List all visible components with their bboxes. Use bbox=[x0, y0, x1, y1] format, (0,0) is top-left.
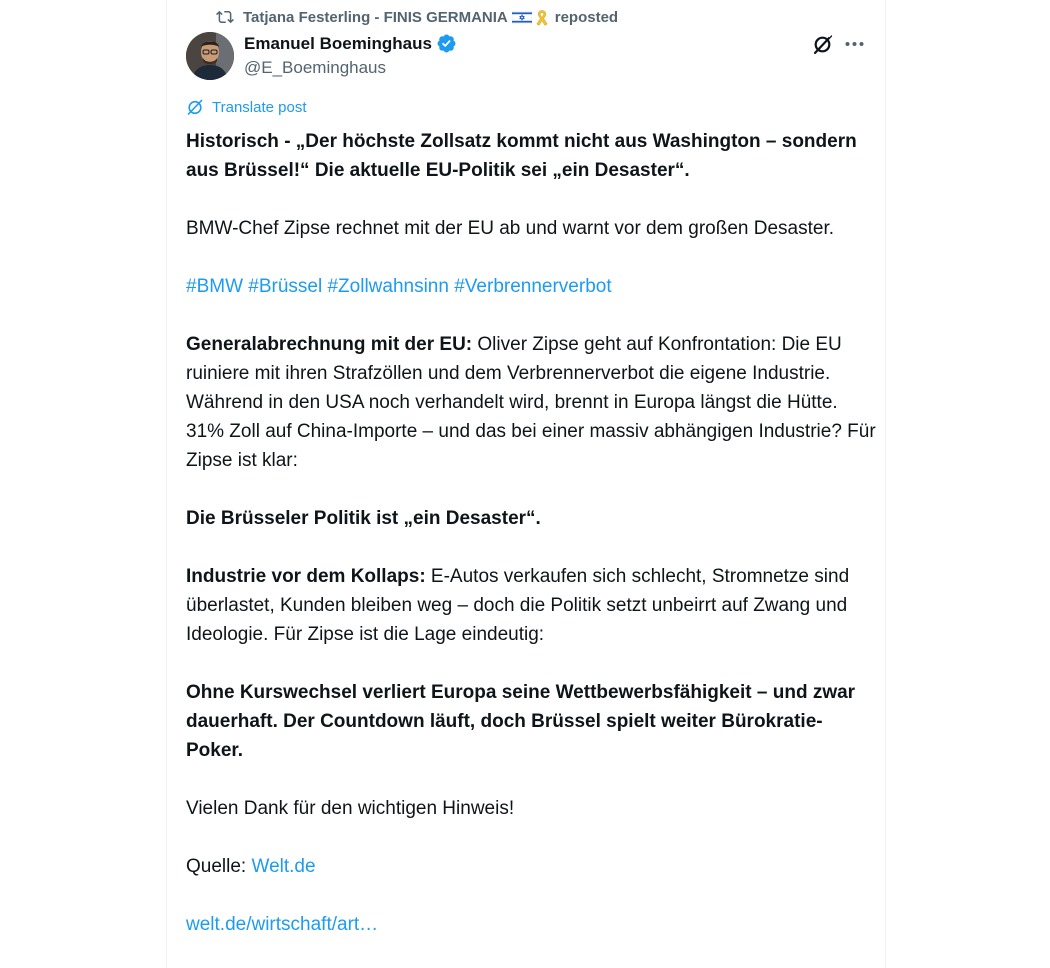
translate-label[interactable]: Translate post bbox=[212, 98, 307, 116]
repost-suffix: reposted bbox=[554, 8, 619, 26]
avatar[interactable] bbox=[186, 32, 234, 80]
verified-badge-icon bbox=[436, 33, 457, 54]
post-quote: Die Brüsseler Politik ist „ein Desaster“. bbox=[186, 508, 541, 529]
repost-icon bbox=[216, 8, 234, 26]
avatar-image bbox=[186, 32, 234, 80]
grok-button[interactable] bbox=[810, 31, 836, 57]
yellow-ribbon-icon bbox=[535, 9, 549, 26]
hashtag[interactable]: #Zollwahnsinn bbox=[327, 276, 449, 297]
hashtag-list bbox=[186, 272, 876, 301]
grok-slash-icon bbox=[810, 31, 836, 57]
more-dots-icon bbox=[843, 31, 867, 57]
post-thanks: Vielen Dank für den wichtigen Hinweis! bbox=[186, 798, 515, 819]
author-handle[interactable]: @E_Boeminghaus bbox=[244, 58, 387, 77]
post-body bbox=[186, 127, 876, 939]
section-text: Oliver Zipse geht auf Konfrontation: Die EU ruiniere mit ihren Strafzöllen und dem Verbrennerverbot die eigene Industrie. Während in den USA noch verhandelt wird, brennt in Europa längst die Hütte. 31% Zoll auf China-Importe – und das bei einer massiv abhängigen Industrie? Für Zipse ist klar: bbox=[186, 334, 876, 471]
hashtag[interactable]: #Brüssel bbox=[248, 276, 323, 297]
israel-flag-icon bbox=[512, 11, 532, 24]
section-title: Generalabrechnung mit der EU: bbox=[186, 334, 473, 355]
article-link[interactable]: welt.de/wirtschaft/art… bbox=[186, 914, 379, 935]
hashtag[interactable]: #Verbrennerverbot bbox=[454, 276, 612, 297]
author-name[interactable]: Emanuel Boeminghaus bbox=[244, 33, 432, 53]
translate-post-link[interactable] bbox=[186, 98, 307, 116]
section-text: E-Autos verkaufen sich schlecht, Stromnetze sind überlastet, Kunden bleiben weg – doch die Politik setzt unbeirrt auf Zwang und Ideologie. Für Zipse ist die Lage eindeutig: bbox=[186, 566, 850, 645]
section-title: Industrie vor dem Kollaps: bbox=[186, 566, 426, 587]
reposter-name[interactable]: Tatjana Festerling - FINIS GERMANIA bbox=[243, 8, 508, 26]
source-label: Quelle: bbox=[186, 856, 252, 877]
repost-context[interactable] bbox=[216, 7, 618, 27]
source-link[interactable]: Welt.de bbox=[251, 856, 316, 877]
hashtag[interactable]: #BMW bbox=[186, 276, 243, 297]
post-conclusion: Ohne Kurswechsel verliert Europa seine Wettbewerbsfähigkeit – und zwar dauerhaft. Der Countdown läuft, doch Brüssel spielt weiter Bürokratie-Poker. bbox=[186, 682, 856, 761]
author-row[interactable] bbox=[244, 33, 457, 54]
more-button[interactable] bbox=[843, 31, 867, 57]
post-intro: BMW-Chef Zipse rechnet mit der EU ab und warnt vor dem großen Desaster. bbox=[186, 218, 835, 239]
translate-icon bbox=[186, 98, 204, 116]
post-headline: Historisch - „Der höchste Zollsatz kommt nicht aus Washington – sondern aus Brüssel!“ Die aktuelle EU-Politik sei „ein Desaster“. bbox=[186, 131, 857, 181]
